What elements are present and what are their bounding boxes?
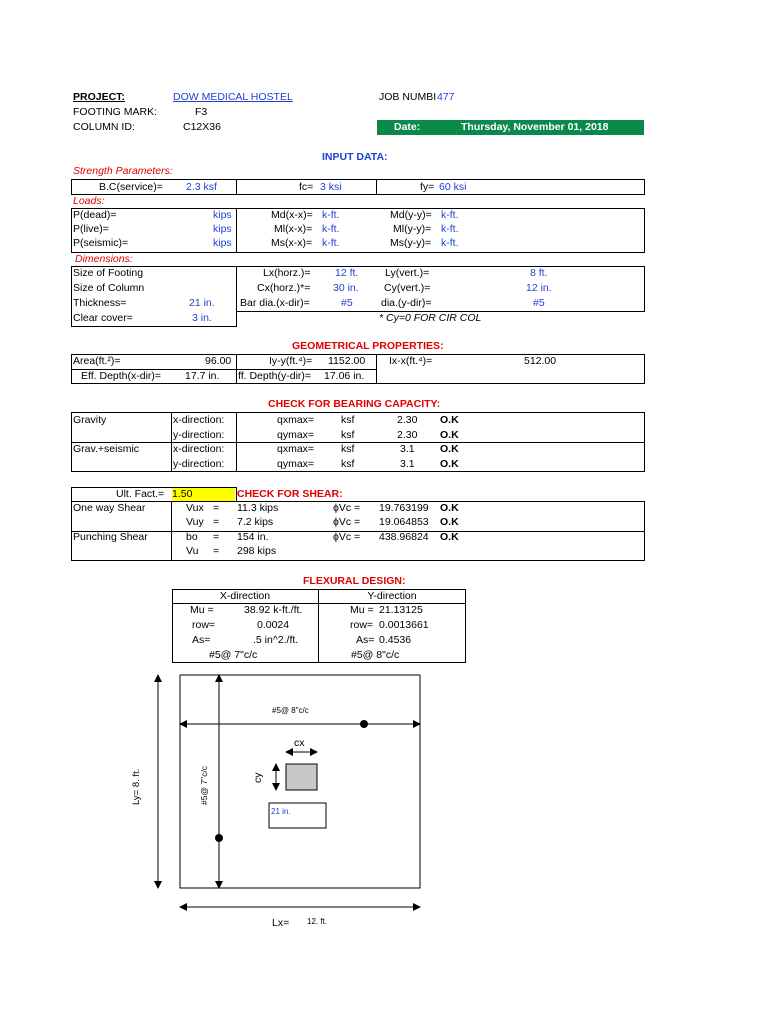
side-bar-label: #5@ 7"c/c (199, 765, 209, 805)
mu-y-label: Mu = (350, 604, 374, 616)
ms-yy-unit: k-ft. (441, 237, 459, 249)
bearing-unit: ksf (341, 414, 355, 426)
shear-equals: = (213, 516, 220, 528)
punching-shear-label: Punching Shear (73, 531, 148, 543)
mu-x-value: 38.92 k-ft./ft. (244, 604, 303, 616)
shear-status: O.K (440, 516, 459, 528)
bearing-q: qxmax= (277, 443, 315, 455)
md-yy-unit: k-ft. (441, 209, 459, 221)
job-number-label: JOB NUMBI (379, 91, 437, 103)
ms-xx-label: Ms(x-x)= (271, 237, 313, 249)
as-x-label: As= (192, 634, 211, 646)
eff-depth-x-label: Eff. Depth(x-dir)= (81, 370, 162, 382)
bearing-case-gravity: Gravity (73, 414, 107, 426)
shear-title: CHECK FOR SHEAR: (237, 488, 343, 500)
ly-label: Ly(vert.)= (385, 267, 430, 279)
p-live-unit: kips (213, 223, 232, 235)
shear-equals: = (213, 502, 220, 514)
bearing-status: O.K (440, 414, 459, 426)
bearing-dir: y-direction: (173, 429, 225, 441)
one-way-shear-label: One way Shear (73, 502, 146, 514)
cx-label: Cx(horz.)*= (257, 282, 311, 294)
bar-dia-x-label: Bar dia.(x-dir)= (240, 297, 310, 309)
bearing-value: 3.1 (400, 458, 415, 470)
p-seismic-label: P(seismic)= (73, 237, 129, 249)
bearing-status: O.K (440, 429, 459, 441)
shear-symbol: bo (186, 531, 198, 543)
circular-column-note: * Cy=0 FOR CIR COL (379, 312, 482, 324)
fc-value: 3 ksi (320, 181, 342, 193)
shear-capacity: 19.064853 (379, 516, 429, 528)
row-y-label: row= (350, 619, 374, 631)
mu-x-label: Mu = (190, 604, 214, 616)
bearing-status: O.K (440, 458, 459, 470)
p-live-label: P(live)= (73, 223, 109, 235)
x-direction-header: X-direction (219, 590, 271, 602)
thickness-sketch-label: 21 in. (271, 807, 291, 816)
bearing-dir: y-direction: (173, 458, 225, 470)
clear-cover-value: 3 in. (192, 312, 212, 324)
bearing-unit: ksf (341, 443, 355, 455)
cy-label-sketch: cy (252, 772, 264, 783)
dia-y-label: dia.(y-dir)= (381, 297, 432, 309)
strength-parameters-label: Strength Parameters: (73, 165, 173, 177)
eff-depth-y-value: 17.06 in. (324, 370, 365, 382)
bearing-unit: ksf (341, 458, 355, 470)
as-x-value: .5 in^2./ft. (253, 634, 299, 646)
area-value: 96.00 (205, 355, 232, 367)
ly-sketch-label: Ly= 8. ft. (131, 768, 142, 805)
size-column-label: Size of Column (73, 282, 145, 294)
ult-factor-value[interactable]: 1.50 (172, 488, 235, 501)
p-dead-label: P(dead)= (73, 209, 117, 221)
ms-yy-label: Ms(y-y)= (390, 237, 432, 249)
lx-sketch-label: Lx= (272, 917, 290, 929)
shear-value: 11.3 kips (237, 502, 279, 514)
footing-mark-label: FOOTING MARK: (73, 106, 157, 118)
iyy-value: 1152.00 (328, 355, 366, 367)
md-yy-label: Md(y-y)= (390, 209, 432, 221)
cy-value: 12 in. (526, 282, 552, 294)
bearing-dir: x-direction: (173, 414, 225, 426)
bar-dia-x-value: #5 (341, 297, 353, 309)
area-label: Area(ft.²)= (73, 355, 121, 367)
md-xx-label: Md(x-x)= (271, 209, 313, 221)
bearing-q: qxmax= (277, 414, 315, 426)
dimensions-label: Dimensions: (75, 253, 133, 265)
shear-value: 298 kips (237, 545, 277, 557)
ly-value: 8 ft. (530, 267, 548, 279)
as-y-label: As= (356, 634, 375, 646)
md-xx-unit: k-ft. (322, 209, 340, 221)
bars-y-value: #5@ 8"c/c (351, 649, 400, 661)
input-data-title: INPUT DATA: (322, 151, 388, 163)
cy-label: Cy(vert.)= (384, 282, 431, 294)
p-seismic-unit: kips (213, 237, 232, 249)
mu-y-value: 21.13125 (379, 604, 423, 616)
shear-capacity: 438.96824 (379, 531, 429, 543)
geometrical-properties-title: GEOMETRICAL PROPERTIES: (292, 340, 444, 352)
dia-y-value: #5 (533, 297, 545, 309)
bars-x-value: #5@ 7"c/c (209, 649, 258, 661)
loads-label: Loads: (73, 195, 105, 207)
row-x-value: 0.0024 (257, 619, 290, 631)
shear-value: 7.2 kips (237, 516, 274, 528)
shear-value: 154 in. (237, 531, 269, 543)
bearing-q: qymax= (277, 458, 315, 470)
shear-symbol: Vux (186, 502, 204, 514)
clear-cover-label: Clear cover= (73, 312, 133, 324)
lx-label: Lx(horz.)= (263, 267, 311, 279)
thickness-value: 21 in. (189, 297, 215, 309)
ult-factor-label: Ult. Fact.= (116, 488, 165, 500)
date-value: Thursday, November 01, 2018 (461, 121, 609, 133)
shear-phi-label: ϕVc = (333, 516, 361, 528)
shear-symbol: Vuy (186, 516, 204, 528)
ml-yy-unit: k-ft. (441, 223, 459, 235)
eff-depth-y-label: ff. Depth(y-dir)= (238, 370, 312, 382)
ms-xx-unit: k-ft. (322, 237, 340, 249)
p-dead-unit: kips (213, 209, 232, 221)
ml-yy-label: Ml(y-y)= (393, 223, 432, 235)
row-y-value: 0.0013661 (379, 619, 429, 631)
fy-label: fy= (420, 181, 435, 193)
iyy-label: Iy-y(ft.⁴)= (269, 355, 313, 367)
bearing-value: 2.30 (397, 429, 418, 441)
ixx-label: Ix-x(ft.⁴)= (389, 355, 433, 367)
y-direction-header: Y-direction (367, 590, 417, 602)
ml-xx-label: Ml(x-x)= (274, 223, 313, 235)
shear-status: O.K (440, 502, 459, 514)
cx-label-sketch: cx (294, 737, 305, 749)
bearing-status: O.K (440, 443, 459, 455)
bc-value: 2.3 ksf (186, 181, 217, 193)
shear-equals: = (213, 545, 220, 557)
eff-depth-x-value: 17.7 in. (185, 370, 220, 382)
bearing-capacity-title: CHECK FOR BEARING CAPACITY: (268, 398, 441, 410)
column-id-value: C12X36 (183, 121, 221, 133)
bearing-q: qymax= (277, 429, 315, 441)
fy-value: 60 ksi (439, 181, 467, 193)
size-footing-label: Size of Footing (73, 267, 144, 279)
thickness-label: Thickness= (73, 297, 127, 309)
job-number-value: 477 (437, 91, 455, 103)
project-label: PROJECT: (73, 91, 125, 103)
bc-label: B.C(service)= (99, 181, 163, 193)
row-x-label: row= (192, 619, 216, 631)
rebar-dot-horizontal (360, 720, 368, 728)
lx-sketch-value: 12. ft. (307, 917, 328, 926)
fc-label: fc= (299, 181, 314, 193)
shear-phi-label: ϕVc = (333, 531, 361, 543)
ixx-value: 512.00 (524, 355, 557, 367)
lx-value: 12 ft. (335, 267, 359, 279)
cx-value: 30 in. (333, 282, 359, 294)
bearing-case-seismic: Grav.+seismic (73, 443, 140, 455)
bearing-value: 2.30 (397, 414, 418, 426)
shear-equals: = (213, 531, 220, 543)
footing-mark-value: F3 (195, 106, 208, 118)
shear-status: O.K (440, 531, 459, 543)
rebar-dot-vertical (215, 834, 223, 842)
shear-phi-label: ϕVc = (333, 502, 361, 514)
column-square (286, 764, 317, 790)
bearing-unit: ksf (341, 429, 355, 441)
bearing-dir: x-direction: (173, 443, 225, 455)
shear-capacity: 19.763199 (379, 502, 429, 514)
project-value: DOW MEDICAL HOSTEL (173, 91, 293, 103)
shear-symbol: Vu (186, 545, 199, 557)
top-bar-label: #5@ 8"c/c (272, 706, 309, 715)
date-label: Date: (394, 121, 421, 133)
ml-xx-unit: k-ft. (322, 223, 340, 235)
bearing-value: 3.1 (400, 443, 415, 455)
as-y-value: 0.4536 (379, 634, 412, 646)
column-id-label: COLUMN ID: (73, 121, 135, 133)
flexural-design-title: FLEXURAL DESIGN: (303, 575, 406, 587)
